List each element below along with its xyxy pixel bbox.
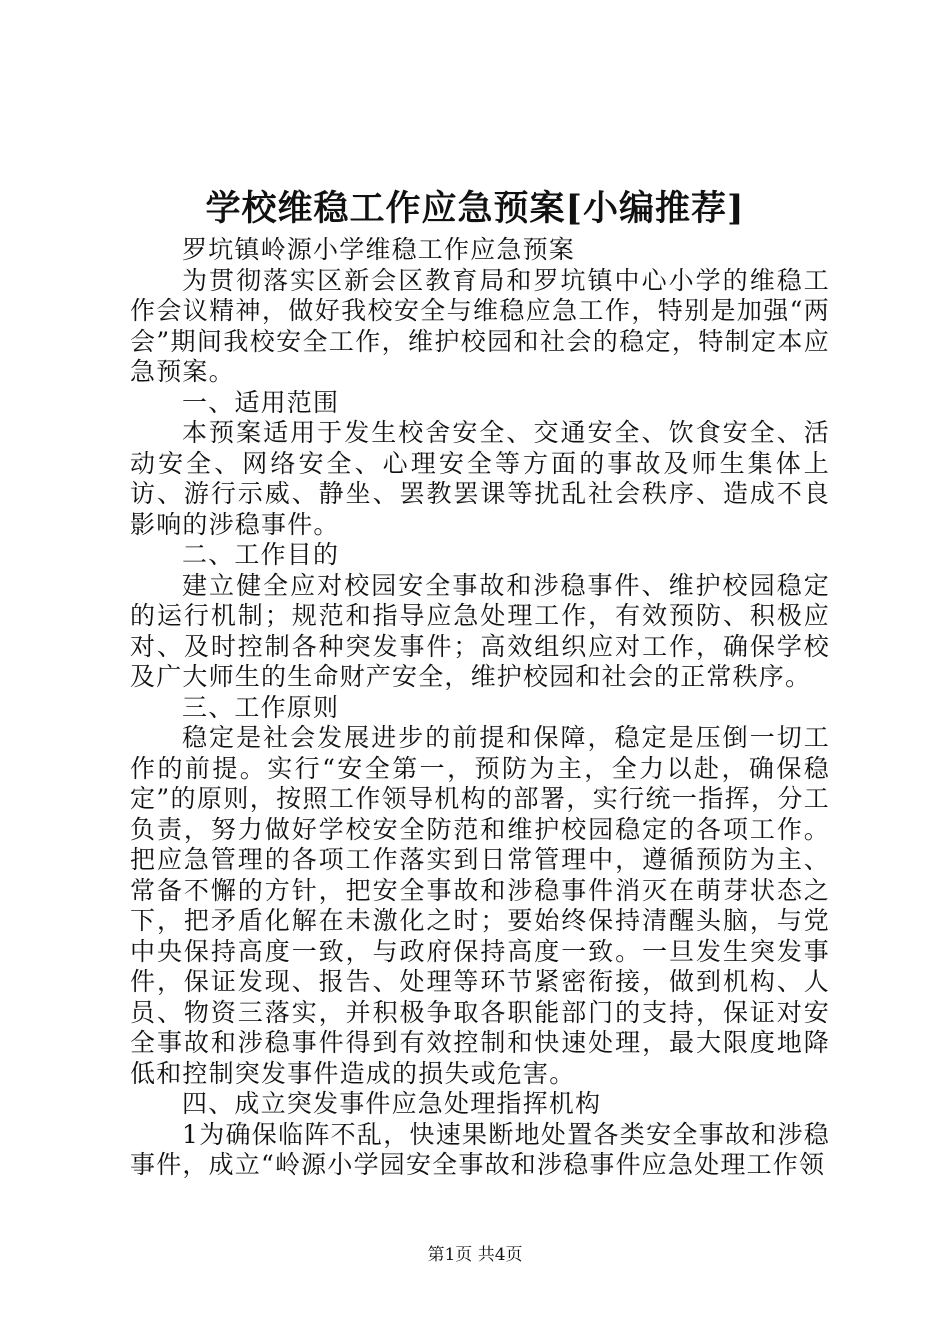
paragraph-subtitle: 罗坑镇岭源小学维稳工作应急预案 (182, 235, 576, 264)
section-heading-command: 四、成立突发事件应急处理指挥机构 (182, 1089, 602, 1118)
section-heading-purpose: 二、工作目的 (182, 540, 340, 569)
paragraph-scope: 本预案适用于发生校舍安全、交通安全、饮食安全、活动安全、网络安全、心理安全等方面的事故及师生集体上访、游行示威、静坐、罢教罢课等扰乱社会秩序、造成不良影响的涉稳事件。 (130, 418, 830, 539)
document-title: 学校维稳工作应急预案[小编推荐] (205, 188, 745, 229)
paragraph-principles: 稳定是社会发展进步的前提和保障，稳定是压倒一切工作的前提。实行“安全第一，预防为主，全力以赴，确保稳定”的原则，按照工作领导机构的部署，实行统一指挥，分工负责，努力做好学校安全防范和维护校园稳定的各项工作。把应急管理的各项工作落实到日常管理中，遵循预防为主、常备不懈的方针，把安全事故和涉稳事件消灭在萌芽状态之下，把矛盾化解在未激化之时；要始终保持清醒头脑，与党中央保持高度一致，与政府保持高度一致。一旦发生突发事件，保证发现、报告、处理等环节紧密衔接，做到机构、人员、物资三落实，并积极争取各职能部门的支持，保证对安全事故和涉稳事件得到有效控制和快速处理，最大限度地降低和控制突发事件造成的损失或危害。 (130, 723, 830, 1088)
document-body (130, 235, 830, 1181)
paragraph-purpose: 建立健全应对校园安全事故和涉稳事件、维护校园稳定的运行机制；规范和指导应急处理工作，有效预防、积极应对、及时控制各种突发事件；高效组织应对工作，确保学校及广大师生的生命财产安全，维护校园和社会的正常秩序。 (130, 570, 830, 691)
paragraph-command: 1为确保临阵不乱，快速果断地处置各类安全事故和涉稳事件，成立“岭源小学园安全事故和涉稳事件应急处理工作领 (130, 1119, 830, 1179)
page-footer: 第1页 共4页 (427, 1245, 523, 1265)
section-heading-scope: 一、适用范围 (182, 387, 340, 417)
paragraph-intro: 为贯彻落实区新会区教育局和罗坑镇中心小学的维稳工作会议精神，做好我校安全与维稳应急工作，特别是加强“两会”期间我校安全工作，维护校园和社会的稳定，特制定本应急预案。 (130, 265, 830, 386)
section-heading-principles: 三、工作原则 (182, 692, 340, 722)
